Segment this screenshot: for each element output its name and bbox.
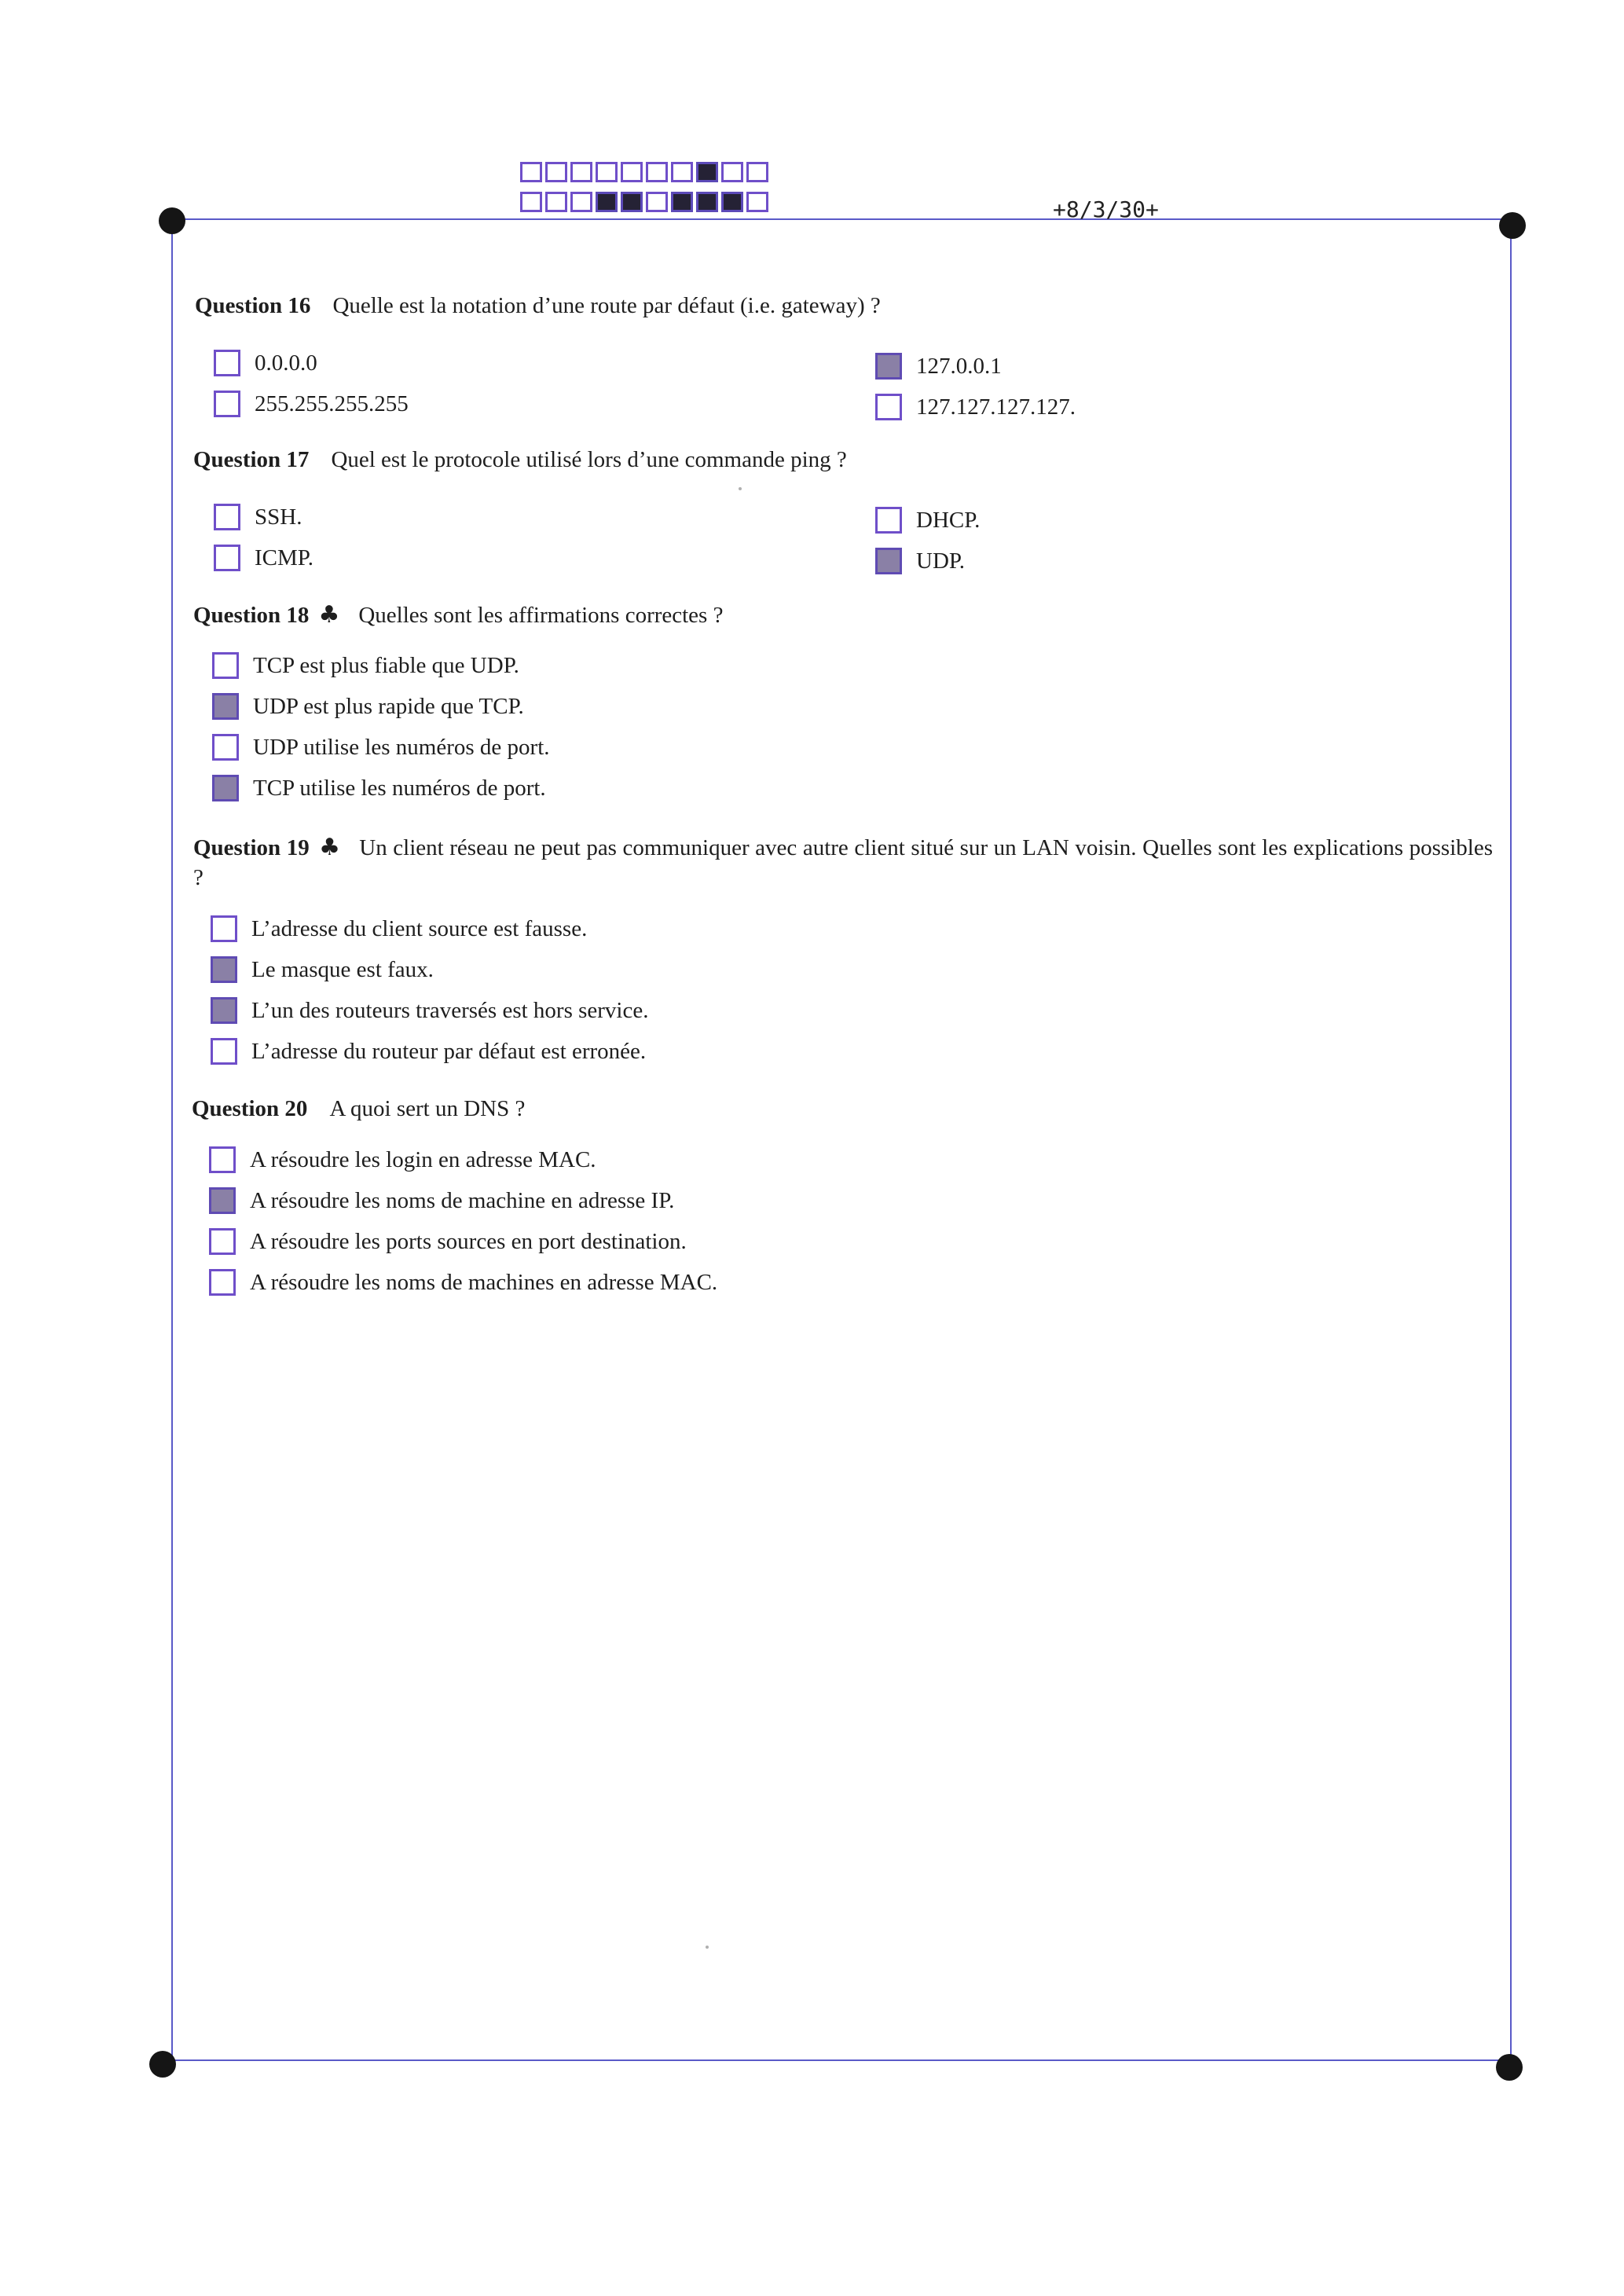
code-box <box>520 192 542 212</box>
answer-option[interactable] <box>211 956 434 983</box>
code-box <box>621 192 643 212</box>
answer-checkbox[interactable] <box>212 652 239 679</box>
answer-checkbox[interactable] <box>875 548 902 574</box>
question-text: Quelles sont les affirmations correctes ? <box>358 603 724 628</box>
code-box <box>696 162 718 182</box>
question-text: Quel est le protocole utilisé lors d’une commande ping ? <box>331 447 847 472</box>
student-code-row-2 <box>520 192 768 212</box>
code-box <box>596 192 618 212</box>
code-box <box>721 192 743 212</box>
code-box <box>520 162 542 182</box>
answer-label: L’un des routeurs traversés est hors service. <box>251 997 649 1023</box>
question-17 <box>193 445 847 475</box>
answer-option[interactable] <box>875 507 980 534</box>
answer-option[interactable] <box>212 734 550 761</box>
answer-checkbox[interactable] <box>212 734 239 761</box>
question-number: Question 18 <box>193 603 310 628</box>
answer-checkbox[interactable] <box>209 1228 236 1255</box>
answer-checkbox[interactable] <box>875 353 902 380</box>
answer-option[interactable] <box>211 915 587 942</box>
question-text: A quoi sert un DNS ? <box>329 1096 526 1121</box>
answer-label: DHCP. <box>916 507 981 533</box>
answer-label: 0.0.0.0 <box>255 350 317 376</box>
answer-option[interactable] <box>214 350 317 376</box>
sheet-frame <box>171 218 1512 2061</box>
question-20 <box>192 1094 525 1124</box>
answer-option[interactable] <box>212 693 524 720</box>
answer-label: UDP utilise les numéros de port. <box>253 734 550 760</box>
answer-checkbox[interactable] <box>211 956 237 983</box>
answer-label: 127.127.127.127. <box>916 394 1076 420</box>
answer-option[interactable] <box>875 394 1076 420</box>
club-icon: ♣ <box>318 834 341 861</box>
answer-option[interactable] <box>875 353 1002 380</box>
answer-checkbox[interactable] <box>209 1146 236 1173</box>
answer-label: L’adresse du routeur par défaut est erronée. <box>251 1038 647 1064</box>
answer-checkbox[interactable] <box>211 915 237 942</box>
answer-option[interactable] <box>214 545 313 571</box>
code-box <box>545 192 567 212</box>
answer-label: L’adresse du client source est fausse. <box>251 915 588 941</box>
answer-option[interactable] <box>211 1038 646 1065</box>
code-box <box>646 162 668 182</box>
answer-option[interactable] <box>209 1269 717 1296</box>
student-code-row-1 <box>520 162 768 182</box>
code-box <box>570 162 592 182</box>
answer-option[interactable] <box>209 1187 674 1214</box>
code-box <box>721 162 743 182</box>
answer-label: A résoudre les ports sources en port destination. <box>250 1228 687 1254</box>
question-number: Question 19 <box>193 835 310 860</box>
answer-label: 255.255.255.255 <box>255 391 409 416</box>
corner-marker-bottom-left <box>149 2051 176 2078</box>
answer-checkbox[interactable] <box>212 775 239 801</box>
code-box <box>545 162 567 182</box>
code-box <box>646 192 668 212</box>
answer-label: A résoudre les noms de machine en adresse IP. <box>250 1187 675 1213</box>
question-18 <box>193 600 723 630</box>
answer-option[interactable] <box>212 775 546 801</box>
answer-label: 127.0.0.1 <box>916 353 1002 379</box>
scan-speck <box>706 1946 709 1949</box>
answer-label: A résoudre les noms de machines en adresse MAC. <box>250 1269 718 1295</box>
answer-checkbox[interactable] <box>875 507 902 534</box>
code-box <box>746 192 768 212</box>
question-text: Un client réseau ne peut pas communiquer avec autre client situé sur un LAN voisin. Quelles sont les explications possibles ? <box>193 835 1493 890</box>
page-id: +8/3/30+ <box>1053 196 1159 222</box>
answer-checkbox[interactable] <box>211 1038 237 1065</box>
club-icon: ♣ <box>318 601 340 629</box>
scan-speck <box>739 487 742 490</box>
corner-marker-bottom-right <box>1496 2054 1523 2081</box>
answer-label: UDP. <box>916 548 966 574</box>
question-number: Question 20 <box>192 1096 308 1121</box>
question-number: Question 16 <box>195 293 311 318</box>
answer-label: TCP est plus fiable que UDP. <box>253 652 519 678</box>
answer-label: SSH. <box>255 504 302 530</box>
code-box <box>671 162 693 182</box>
answer-option[interactable] <box>214 504 302 530</box>
code-box <box>570 192 592 212</box>
answer-option[interactable] <box>212 652 519 679</box>
answer-option[interactable] <box>209 1228 687 1255</box>
question-19 <box>193 833 1493 893</box>
answer-option[interactable] <box>214 391 409 417</box>
code-box <box>621 162 643 182</box>
answer-checkbox[interactable] <box>214 504 240 530</box>
answer-label: ICMP. <box>255 545 313 570</box>
question-16 <box>195 291 881 321</box>
answer-option[interactable] <box>875 548 965 574</box>
answer-checkbox[interactable] <box>209 1187 236 1214</box>
answer-checkbox[interactable] <box>214 545 240 571</box>
answer-checkbox[interactable] <box>211 997 237 1024</box>
answer-checkbox[interactable] <box>212 693 239 720</box>
answer-option[interactable] <box>211 997 648 1024</box>
answer-label: TCP utilise les numéros de port. <box>253 775 546 801</box>
answer-checkbox[interactable] <box>209 1269 236 1296</box>
answer-label: A résoudre les login en adresse MAC. <box>250 1146 596 1172</box>
corner-marker-top-right <box>1499 212 1526 239</box>
answer-checkbox[interactable] <box>214 391 240 417</box>
question-number: Question 17 <box>193 447 310 472</box>
code-box <box>671 192 693 212</box>
code-box <box>696 192 718 212</box>
answer-label: Le masque est faux. <box>251 956 434 982</box>
code-box <box>596 162 618 182</box>
corner-marker-top-left <box>159 207 185 234</box>
answer-label: UDP est plus rapide que TCP. <box>253 693 524 719</box>
question-text: Quelle est la notation d’une route par défaut (i.e. gateway) ? <box>332 293 881 318</box>
answer-checkbox[interactable] <box>214 350 240 376</box>
code-box <box>746 162 768 182</box>
answer-checkbox[interactable] <box>875 394 902 420</box>
answer-option[interactable] <box>209 1146 596 1173</box>
